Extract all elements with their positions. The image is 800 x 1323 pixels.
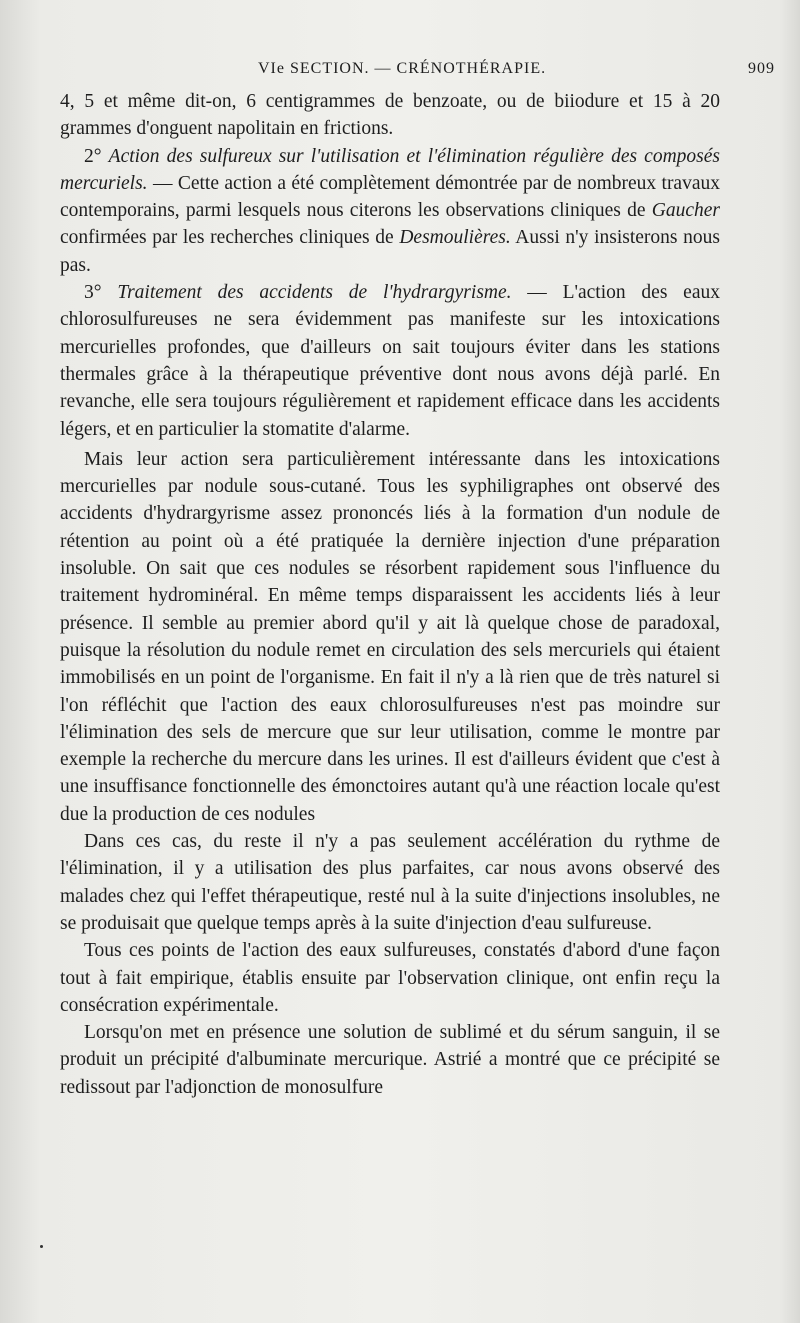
print-speck: [40, 1245, 43, 1248]
paragraph: [60, 828, 720, 937]
text-run: Lorsqu'on met en présence une solution de sublimé et du sérum sanguin, il se produit un précipité d'albuminate mercurique. Astrié a montré que ce précipité se redissout par l'adjonction de monosulfure: [60, 1022, 720, 1098]
text-run: confirmées par les recherches cliniques de: [60, 227, 400, 249]
text-run: Tous ces points de l'action des eaux sulfureuses, constatés d'abord d'une façon tout à fait empirique, établis ensuite par l'observation clinique, ont enfin reçu la consécration expérimentale.: [60, 940, 720, 1016]
paragraph: [60, 279, 720, 443]
text-run: — L'action des eaux chlorosulfureuses ne sera évidemment pas manifeste sur les intoxications mercurielles profondes, que d'ailleurs on sait toujours éviter dans les stations thermales grâce à la thérapeutique préventive dont nous avons déjà parlé. En revanche, elle sera toujours régulièrement et rapidement efficace dans les accidents légers, et en particulier la stomatite d'alarme.: [60, 282, 720, 440]
running-header: [0, 60, 800, 84]
text-run: 4, 5 et même dit-on, 6 centigrammes de benzoate, ou de biiodure et 15 à 20 grammes d'onguent napolitain en frictions.: [60, 91, 720, 140]
italic-heading: Traitement des accidents de l'hydrargyrisme.: [117, 282, 512, 304]
author-name: Gaucher: [651, 200, 720, 222]
text-run: 2°: [84, 145, 109, 167]
text-run: — Cette action a été complètement démontrée par de nombreux travaux contemporains, parmi lesquels nous citerons les observations cliniques de: [60, 172, 720, 222]
paragraph: [60, 88, 720, 143]
text-run: Dans ces cas, du reste il n'y a pas seulement accélération du rythme de l'élimination, il y a utilisation des plus parfaites, car nous avons observé des malades chez qui l'effet thérapeutique, resté nul à la suite d'injections insolubles, ne se produisait que quelque temps après à la suite d'injection d'eau sulfureuse.: [60, 831, 720, 934]
paragraph: [60, 143, 720, 279]
body-text: [60, 88, 720, 1101]
text-run: Mais leur action sera particulièrement intéressante dans les intoxications mercurielles par nodule sous-cutané. Tous les syphiligraphes ont observé des accidents d'hydrargyrisme assez prononcés liés à la formation d'un nodule de rétention au point où a été pratiquée la dernière injection d'une préparation insoluble. On sait que ces nodules se résorbent rapidement sous l'influence du traitement hydrominéral. En même temps disparaissent les accidents liés à leur présence. Il semble au premier abord qu'il y ait là quelque chose de paradoxal, puisque la résolution du nodule remet en circulation des sels mercuriels qui étaient immobilisés en un point de l'organisme. En fait il n'y a là rien que de très naturel si l'on réfléchit que l'action des eaux chlorosulfureuses n'est pas moindre sur l'élimination des sels de mercure que sur leur utilisation, comme le montre par exemple la recherche du mercure dans les urines. Il est d'ailleurs évident que c'est à une insuffisance fonctionnelle des émonctoires autant qu'à une réaction locale qu'est due la production de ces nodules: [60, 448, 720, 825]
paragraph: [60, 446, 720, 828]
italic-heading: Action des sulfureux sur l'utilisation et l'élimination régulière des composés mercuriels.: [60, 145, 720, 194]
text-run: Aussi n'y insisterons nous pas.: [60, 227, 720, 276]
page-number: 909: [748, 60, 775, 77]
author-name: Desmoulières.: [399, 227, 511, 249]
text-run: 3°: [84, 282, 118, 304]
paragraph: [60, 937, 720, 1019]
paragraph: [60, 1019, 720, 1101]
section-title: VIe SECTION. — CRÉNOTHÉRAPIE.: [258, 60, 547, 77]
